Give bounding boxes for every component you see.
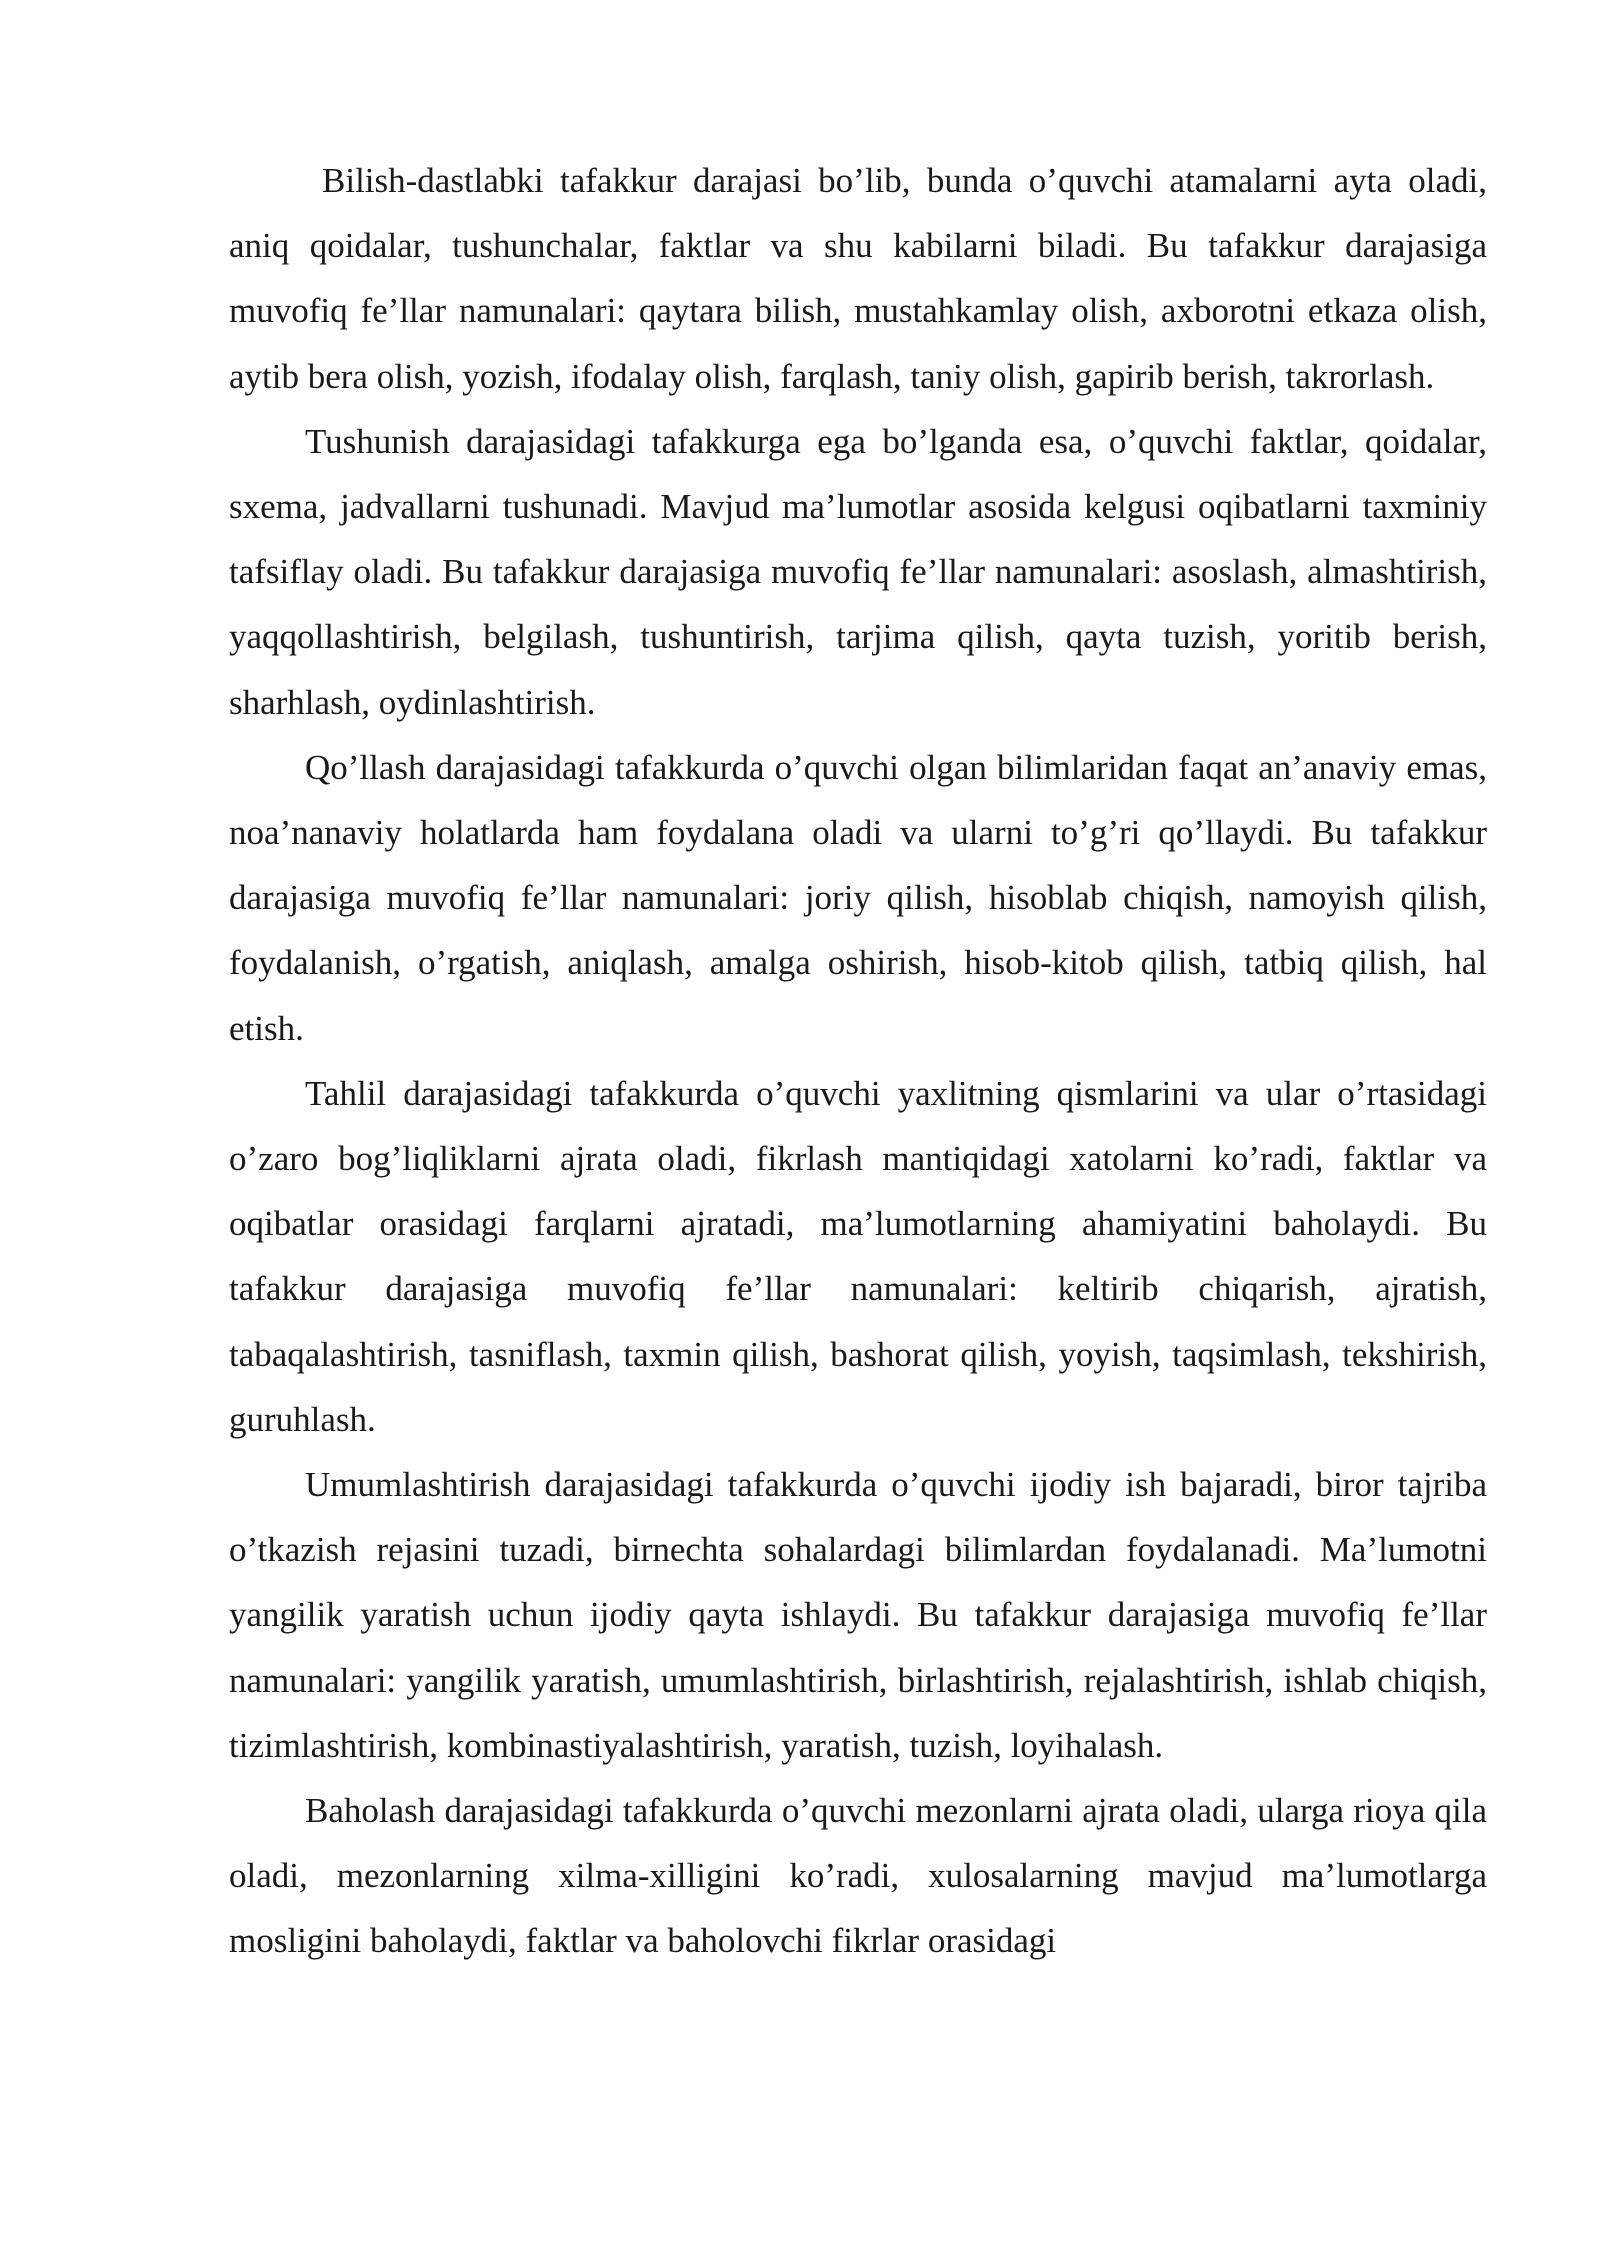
paragraph-umumlashtirish: Umumlashtirish darajasidagi tafakkurda o’quvchi ijodiy ish bajaradi, biror tajriba o’tkazish rejasini tuzadi, birnechta sohalardagi bilimlardan foydalanadi. Ma’lumotni yangilik yaratish uchun ijodiy qayta ishlaydi. Bu tafakkur darajasiga muvofiq fe’llar namunalari: yangilik yaratish, umumlashtirish, birlashtirish, rejalashtirish, ishlab chiqish, tizimlashtirish, kombinastiyalashtirish, yaratish, tuzish, loyihalash. [229,1465,1487,1765]
paragraph-tahlil: Tahlil darajasidagi tafakkurda o’quvchi yaxlitning qismlarini va ular o’rtasidagi o’zaro bog’liqliklarni ajrata oladi, fikrlash mantiqidagi xatolarni ko’radi, faktlar va oqibatlar orasidagi farqlarni ajratadi, ma’lumotlarning ahamiyatini baholaydi. Bu tafakkur darajasiga muvofiq fe’llar namunalari: keltirib chiqarish, ajratish, tabaqalashtirish, tasniflash, taxmin qilish, bashorat qilish, yoyish, taqsimlash, tekshirish, guruhlash. [229,1073,1487,1439]
paragraph-qollash: Qo’llash darajasidagi tafakkurda o’quvchi olgan bilimlaridan faqat an’anaviy emas, noa’nanaviy holatlarda ham foydalana oladi va ularni to’g’ri qo’llaydi. Bu tafakkur darajasiga muvofiq fe’llar namunalari: joriy qilish, hisoblab chiqish, namoyish qilish, foydalanish, o’rgatish, aniqlash, amalga oshirish, hisob-kitob qilish, tatbiq qilish, hal etish. [229,747,1487,1048]
document-body [229,148,1487,1974]
paragraph-baholash: Baholash darajasidagi tafakkurda o’quvchi mezonlarni ajrata oladi, ularga rioya qila oladi, mezonlarning xilma-xilligini ko’radi, xulosalarning mavjud ma’lumotlarga mosligini baholaydi, faktlar va baholovchi fikrlar orasidagi [229,1791,1487,1961]
paragraph-tushunish: Tushunish darajasidagi tafakkurga ega bo’lganda esa, o’quvchi faktlar, qoidalar, sxema, jadvallarni tushunadi. Mavjud ma’lumotlar asosida kelgusi oqibatlarni taxminiy tafsiflay oladi. Bu tafakkur darajasiga muvofiq fe’llar namunalari: asoslash, almashtirish, yaqqollashtirish, belgilash, tushuntirish, tarjima qilish, qayta tuzish, yoritib berish, sharhlash, oydinlashtirish. [229,421,1487,722]
paragraph-bilish: Bilish-dastlabki tafakkur darajasi bo’lib, bunda o’quvchi atamalarni ayta oladi, aniq qoidalar, tushunchalar, faktlar va shu kabilarni biladi. Bu tafakkur darajasiga muvofiq fe’llar namunalari: qaytara bilish, mustahkamlay olish, axborotni etkaza olish, aytib bera olish, yozish, ifodalay olish, farqlash, taniy olish, gapirib berish, takrorlash. [229,161,1487,396]
